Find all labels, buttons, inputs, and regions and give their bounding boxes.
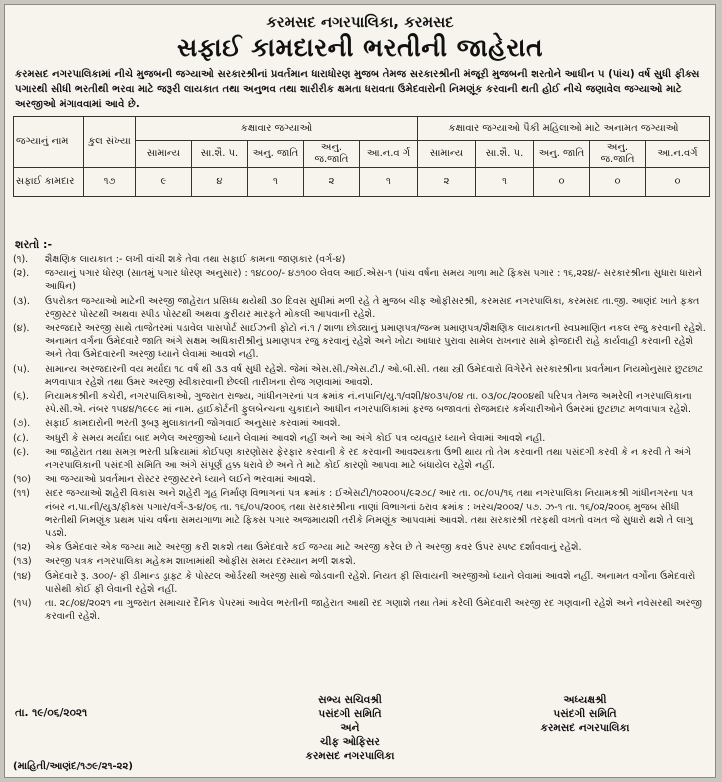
item-text: જગ્યાનું પગાર ધોરણ (સાતમું પગાર ધોરણ અનુસાર) : ૧૪૮૦૦/- ૪૭૧૦૦ લેવલ આઈ.એસ-૧ (પાંચ વર્ષના સમય ગાળા માટે ફિક્સ પગાર : ૧૬,૨૨૪/- સરકારશ્રીના સુધારા ધારાને આધિન)	[45, 268, 703, 293]
signature-line: અધ્યક્ષશ્રી	[563, 694, 607, 706]
cell-value: ૦	[590, 168, 646, 197]
list-item	[13, 597, 711, 623]
cell-value: ૦	[534, 168, 590, 197]
cell-value: ૪	[192, 168, 248, 197]
organization-name: કરમસદ નગરપાલિકા, કરમસદ	[266, 13, 454, 31]
footer	[5, 687, 717, 777]
header-post-name: જગ્યાનું નામ	[14, 117, 84, 168]
item-number: (૮).	[13, 432, 29, 444]
item-text: સામાન્ય અરજદારની વય મર્યાદા ૧૮ વર્ષ થી ૩૩ વર્ષ સુધી રહેશે. જેમાં એસ.સી./એસ.ટી./ ઓ.બી.સી. તથા સ્ત્રી ઉમેદવારો વિગેરેને સરકારશ્રીના પ્રવર્તમાન નિયમોનુસાર છુટછાટ મળવાપાત્ર રહેશે તથા ઉમર અરજી સ્વીકારવાની છેલ્લી તારીખના રોજ ગણવામાં આવશે.	[45, 363, 704, 388]
item-text: અધુરી કે સમય મર્યાદા બાદ મળેલ અરજીઓ ધ્યાને લેવામાં આવશે નહીં અને આ અંગે કોઈ પત્ર વ્યવહાર ધ્યાને લેવામાં આવશે નહી.	[45, 432, 546, 444]
item-text: આ જાહેરાત તથા સમગ્ર ભરતી પ્રક્રિયામાં કોઈપણ કારણોસર ફેરફાર કરવાની કે રદ કરવાની આવશ્યકતા ઉભી થાય તો તેમ કરવાની તથા પસંદગી કરવી કે ન કરવી તે અંગે નગરપાલિકાની પસંદગી સમિતિ આ અંગે સંપૂર્ણ હક્ક ધરાવે છે અને તે માટે કોઈ કારણો આપવા માટે બંધાયેલ રહેશે નહીં.	[45, 446, 692, 472]
advertisement-page	[4, 4, 716, 778]
table-row	[14, 168, 710, 197]
cell-value: ૧	[360, 168, 418, 197]
item-number: (૧૦)	[13, 474, 31, 486]
item-text: એક ઉમેદવાર એક જગ્યા માટે અરજી કરી શકશે તથા ઉમેદવારે કઈ જગ્યા માટે અરજી કરેલ છે તે અરજી કવર ઉપર સ્પષ્ટ દર્શાવવાનું રહેશે.	[45, 542, 582, 554]
item-number: (૧૩)	[13, 556, 32, 568]
list-item	[13, 322, 711, 362]
item-number: (૧૪)	[13, 570, 32, 582]
list-item	[13, 417, 711, 430]
signature-line: કરમસદ નગરપાલિકા	[305, 750, 395, 762]
signature-line: સભ્ય સચિવશ્રી	[318, 694, 382, 706]
cell-value: ૦	[646, 168, 710, 197]
signature-line: કરમસદ નગરપાલિકા	[540, 722, 630, 734]
subheader: સામાન્ય	[418, 141, 476, 168]
list-item	[13, 555, 711, 568]
item-text: સદર જગ્યાઓ શહેરી વિકાસ અને શહેરી ગૃહ નિર્માણ વિભાગનાં પત્ર ક્રમાંક : ઈએસટી/૧૦૨૦૦૫/૯૨૭૮/ આર તા. ૦૮/૦૫/૧૬ તથા નગરપાલિકા નિયામકશ્રી ગાંધીનગરના પત્ર નંબર ન.પા.ની/યુ૩/ફીક્સ પગાર/વર્ગ-૩-૪/૦૬ તા. ૧૬/૦૫/૨૦૦૬ તથા સરકારશ્રીના નાણાં વિભાગનાં ઠરાવ ક્રમાંક : ખરચ/૨૦૦૨/ ૫૭. ઝ-૧ તા. ૧૬/૦૨/૨૦૦૬ મુજબ સીધી ભરતીથી નિમણૂંક પ્રથમ પાંચ વર્ષના સમયગાળા માટે ફિક્સ પગાર અજમાયશી તરીકે નિમણૂંક આપવામાં આવશે. તથા સરકારશ્રી તરફથી વખતો વખત જે સુધારો થશે તે લાગુ પડશે.	[45, 488, 694, 540]
list-item	[13, 432, 711, 445]
item-number: (૩).	[13, 295, 30, 307]
item-text: અરજદારે અરજી સાથે તાજેતરમાં પડાવેલ પાસપોર્ટ સાઈઝની ફોટો નં.૧ / શાળા છોડ્યાનું પ્રમાણપત્ર/જન્મ પ્રમાણપત્ર/શૈક્ષણિક લાયકાતની સ્વપ્રમાણિત નકલ રજુ કરવાની રહેશે. અનામત વર્ગના ઉમેદવારે જાતિ અંગે સક્ષમ અધિકારીશ્રીનું પ્રમાણપત્ર રજુ કરવાનું રહેશે અને ખોટા આધાર પુરાવા સામેલ રાખનાર સામે ફોજદારી રાહે કાર્યવાહી કરવાની રહેશે અને તેવા ઉમેદવારની અરજી ધ્યાને લેવામાં આવશે નહી.	[45, 323, 706, 361]
header-category-posts: કક્ષાવાર જગ્યાઓ	[136, 117, 418, 141]
item-number: (૭).	[13, 418, 31, 430]
item-text: સફાઈ કામદારોની ભરતી રૂબરૂ મુલાકાતની જોગવાઈ અનુસાર કરવામાં આવશે.	[45, 418, 341, 430]
signature-chairman	[475, 693, 695, 735]
item-text: તા. ૨૮/૦૪/૨૦૨૧ ના ગુજરાત સમાચાર દૈનિક પેપરમાં આવેલ ભરતીની જાહેરાત આથી રદ ગણાશે તથા તેમાં કરેલી ઉમેદવારી અરજી રદ ગણવાની રહેશે અને નવેસરથી અરજી કરવાની રહેશે.	[45, 598, 702, 623]
subheader: સા.શૈ. પ.	[476, 141, 534, 168]
list-item	[13, 446, 711, 472]
item-number: (૧૧)	[13, 488, 30, 500]
item-number: (૬).	[13, 391, 29, 403]
list-item	[13, 390, 711, 416]
item-number: (૪).	[13, 323, 30, 335]
item-text: અરજી પત્રક નગરપાલિકા મહેકમ શાખામાંથી ઓફીસ સમય દરમ્યાન મળી શકશે.	[45, 556, 356, 568]
subheader: સામાન્ય	[136, 141, 192, 168]
list-item	[13, 541, 711, 554]
item-text: આ જગ્યાઓ પ્રવર્તમાન રોસ્ટર રજીસ્ટરને ધ્યાને લઈને ભરવામાં આવશે.	[45, 474, 316, 486]
conditions-list	[13, 253, 711, 624]
list-item	[13, 253, 711, 266]
signature-line: પસંદગી સમિતિ	[318, 708, 382, 720]
item-number: (૧૨)	[13, 542, 31, 554]
item-number: (૧).	[13, 254, 29, 265]
cell-value: ૨	[304, 168, 360, 197]
item-number: (૯).	[13, 446, 30, 458]
signature-line: અને	[340, 722, 360, 734]
issue-date: તા. ૧૯/૦૬/૨૦૨૧	[15, 707, 88, 719]
subheader: અનુ. જાતિ	[248, 141, 304, 168]
list-item	[13, 267, 711, 293]
signature-line: પસંદગી સમિતિ	[553, 708, 617, 720]
reference-number: (માહિતી/આણંદ/૧૭૯/૨૧-૨૨)	[13, 761, 133, 772]
cell-value: ૯	[136, 168, 192, 197]
cell-value: ૨	[418, 168, 476, 197]
item-text: નિયામકશ્રીની કચેરી, નગરપાલિકાઓ, ગુજરાત રાજ્ય, ગાંધીનગરનાં પત્ર ક્રમાંક નં.નપાનિ/યુ.૧/વશી/૪૦૩૫/૦૪ તા. ૦૩/૦૮/૨૦૦૪થી પરિપત્ર તેમજ અમરેલી નગરપાલિકાના સ્પે.સી.એ. નંબર ૧૫૪૪/૧૯૯૯ માં નામ. હાઈકોર્ટની ફુલબેન્ચના ચુકાદાને આધીન નગરપાલિકામાં ફરજ બજાવતાં રોજમદાર કર્મચારીઓને ઉંમરમાં છુટછાટ મળવાપાત્ર રહેશે.	[45, 391, 692, 416]
item-text: ઉપરોક્ત જગ્યાઓ માટેની અરજી જાહેરાત પ્રસિધ્ધ થયેથી ૩૦ દિવસ સુધીમાં મળી રહે તે મુજબ ચીફ ઓફીસરશ્રી, કરમસદ નગરપાલિકા, કરમસદ તા.જી. આણંદ ખાતે ફક્ત રજીસ્ટર પોસ્ટથી અથવા સ્પીડ પોસ્ટથી અથવા કુરીયર મારફતે મોકલી આપવાની રહેશે.	[45, 295, 700, 320]
subheader: આ.ન.વર્ગ	[646, 141, 710, 168]
list-item	[13, 295, 711, 321]
item-number: (૨).	[13, 268, 30, 280]
signature-line: ચીફ ઓફિસર	[320, 736, 380, 748]
cell-value: ૧	[248, 168, 304, 197]
signature-member-secretary	[245, 693, 455, 763]
subheader: આ.ન.વ ર્ગ	[360, 141, 418, 168]
page-title: સફાઈ કામદારની ભરતીની જાહેરાત	[176, 33, 544, 62]
item-number: (૫).	[13, 363, 30, 375]
cell-post: સફાઈ કામદાર	[14, 168, 84, 197]
item-text: શૈક્ષણિક લાયકાત :- લખી વાંચી શકે તેવા તથા સફાઈ કામના જાણકાર (વર્ગ-૪)	[45, 254, 346, 265]
cell-value: ૧	[476, 168, 534, 197]
item-text: ઉમેદવારે રૂ. ૩૦૦/- ફી ડીમાન્ડ ડ્રાફ્ટ કે પોસ્ટલ ઓર્ડરથી અરજી સાથે જોડવાની રહેશે. નિયત ફી સિવાયની અરજીઓ ધ્યાને લેવામાં આવશે નહીં. અનામત વર્ગોના ઉમેદવારો પાસેથી કોઈ ફી લેવાની રહેશે નહીં.	[45, 570, 696, 595]
item-number: (૧૫)	[13, 598, 32, 610]
list-item	[13, 363, 711, 389]
list-item	[13, 487, 711, 540]
cell-total: ૧૭	[84, 168, 136, 197]
subheader: સા.શૈ. પ.	[192, 141, 248, 168]
conditions-title: શરતો :-	[15, 238, 53, 251]
subheader: અનુ. જ.જાતિ	[304, 141, 360, 168]
vacancy-table	[13, 116, 710, 197]
header-women-reserved: કક્ષાવાર જગ્યાઓ પૈકી મહિલાઓ માટે અનામત જગ્યાઓ	[418, 117, 710, 141]
subheader: અનુ. જ.જાતિ	[590, 141, 646, 168]
header-total: કુલ સંખ્યા	[84, 117, 136, 168]
intro-paragraph: કરમસદ નગરપાલિકામાં નીચે મુજબની જગ્યાઓ સરકારશ્રીનાં પ્રવર્તમાન ધારાધોરણ મુજબ તેમજ સરકારશ્રીની મંજૂરી મુજબની શરતોને આધીન ૫ (પાંચ) વર્ષ સુધી ફીક્સ પગારથી સીધી ભરતીથી ભરવા માટે જરૂરી લાયકાત તથા અનુભવ તથા શારીરીક ક્ષમતા ધરાવતા ઉમેદવારોની નિમણૂંક કરવાની થતી હોઈ નીચે જણાવેલ જગ્યાઓ માટે અરજીઓ મંગાવવામાં આવે છે.	[15, 69, 700, 110]
subheader: અનુ. જાતિ	[534, 141, 590, 168]
list-item	[13, 473, 711, 486]
list-item	[13, 570, 711, 596]
